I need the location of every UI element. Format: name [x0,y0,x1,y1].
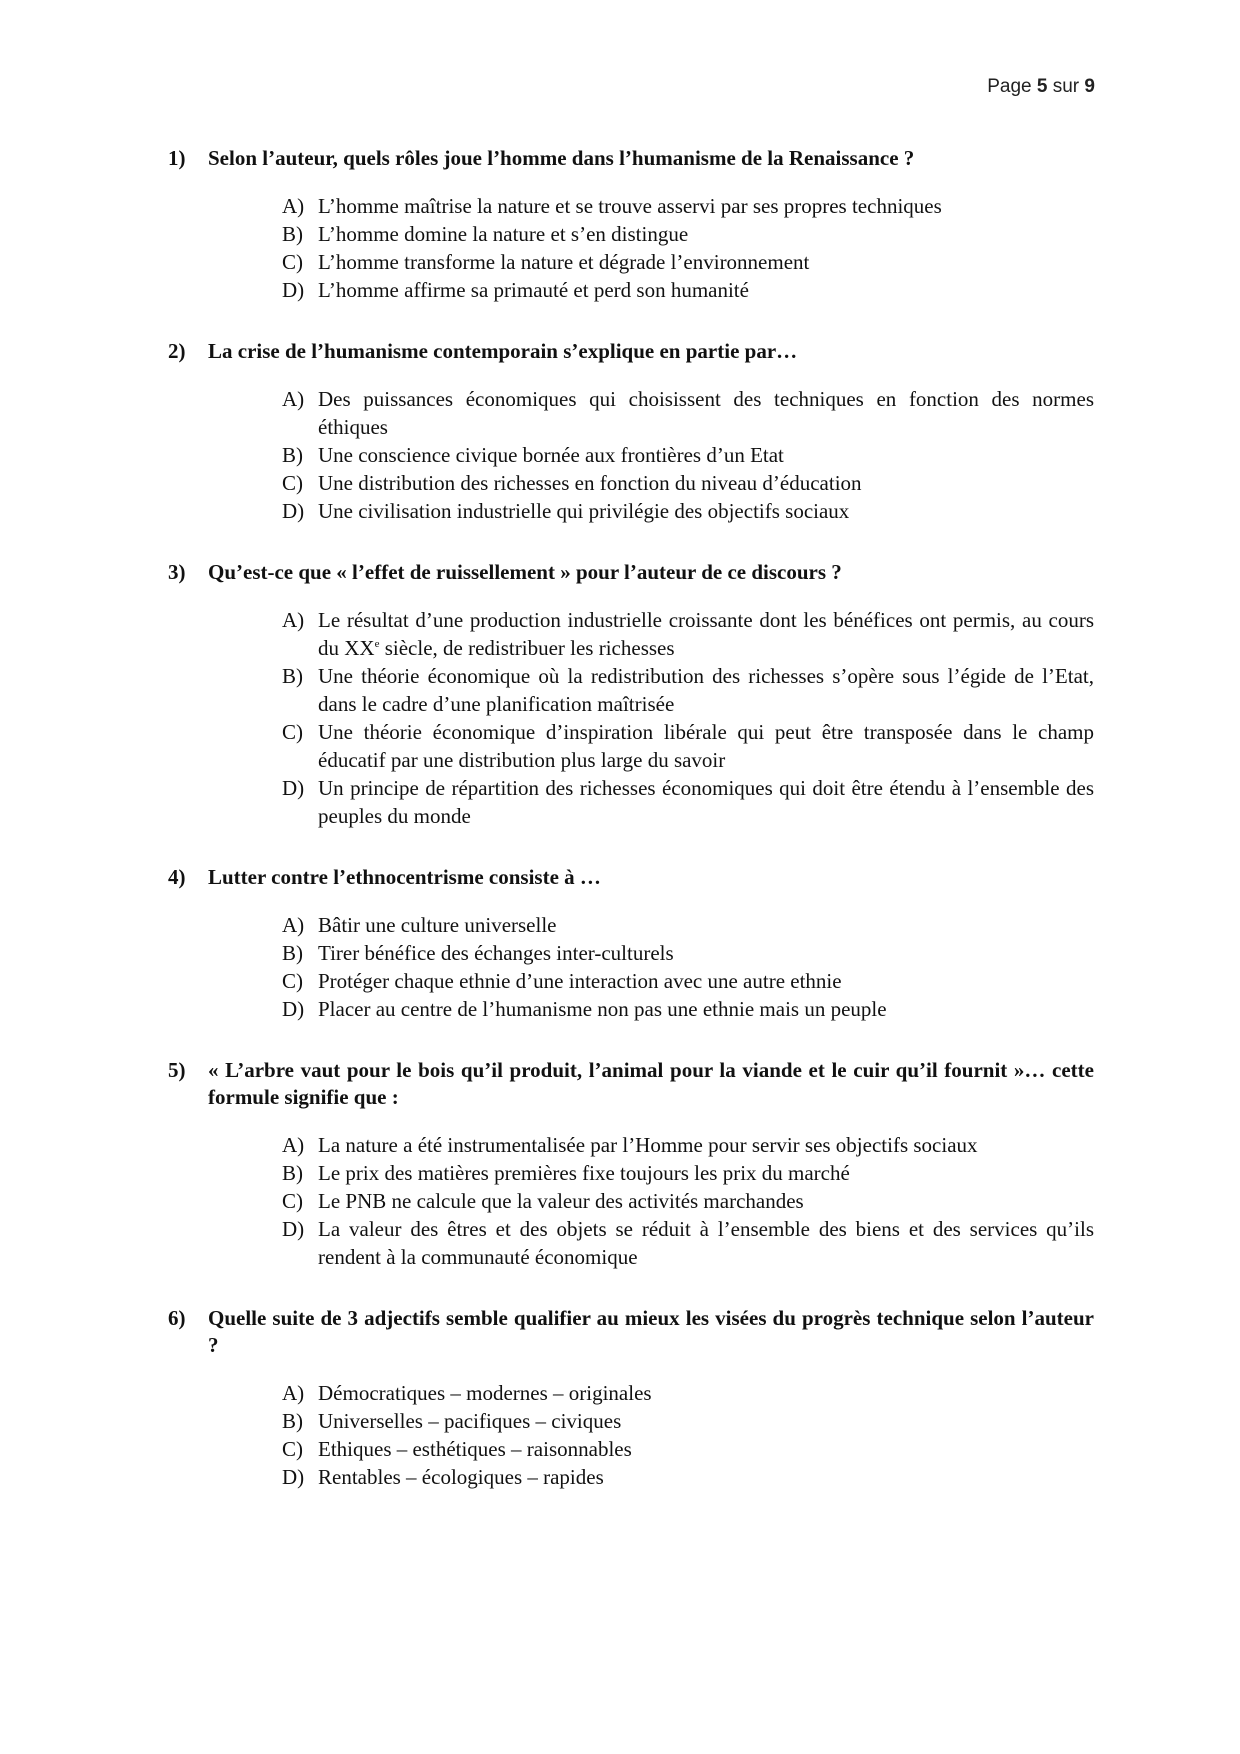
question-5 [168,1057,1094,1111]
option-text: Une distribution des richesses en fonction du niveau d’éducation [318,471,862,495]
question-1-options [168,192,1094,304]
option-letter: B) [282,1161,303,1185]
option-text [318,606,1094,662]
option-b [282,1407,1094,1435]
option-letter: A) [282,387,305,411]
option-text: La nature a été instrumentalisée par l’Homme pour servir ses objectifs sociaux [318,1133,978,1157]
option-c [282,967,1094,995]
option-text: L’homme domine la nature et s’en distingue [318,222,689,246]
option-letter: B) [282,1409,303,1433]
option-b [282,220,1094,248]
option-d [282,995,1094,1023]
option-c [282,248,1094,276]
option-text: Placer au centre de l’humanisme non pas une ethnie mais un peuple [318,997,887,1021]
question-3-options [168,606,1094,830]
option-letter: A) [282,1381,305,1405]
page-number [987,76,1095,98]
option-letter: B) [282,664,303,688]
option-text: Le prix des matières premières fixe toujours les prix du marché [318,1161,850,1185]
option-a [282,192,1094,220]
option-b [282,1159,1094,1187]
option-text: Rentables – écologiques – rapides [318,1465,604,1489]
question-text: Lutter contre l’ethnocentrisme consiste à … [208,865,601,889]
option-b [282,441,1094,469]
option-text: Démocratiques – modernes – originales [318,1381,652,1405]
question-text: « L’arbre vaut pour le bois qu’il produit, l’animal pour la viande et le cuir qu’il fournit »… cette formule signifie que : [208,1058,1094,1109]
question-text: Quelle suite de 3 adjectifs semble qualifier au mieux les visées du progrès technique selon l’auteur ? [208,1306,1094,1357]
option-a [282,385,1094,441]
option-text: Une théorie économique d’inspiration libérale qui peut être transposée dans le champ éducatif par une distribution plus large du savoir [318,720,1094,772]
option-c [282,1435,1094,1463]
option-letter: A) [282,194,305,218]
question-2-options [168,385,1094,525]
question-3 [168,559,1094,586]
option-letter: A) [282,608,305,632]
question-number: 2) [168,339,186,363]
option-d [282,774,1094,830]
option-letter: D) [282,278,305,302]
questionnaire [168,145,1094,1525]
option-c [282,718,1094,774]
option-text: Universelles – pacifiques – civiques [318,1409,622,1433]
option-letter: B) [282,222,303,246]
option-letter: C) [282,471,303,495]
option-letter: B) [282,443,303,467]
question-number: 1) [168,146,186,170]
option-letter: B) [282,941,303,965]
question-text: Selon l’auteur, quels rôles joue l’homme dans l’humanisme de la Renaissance ? [208,146,915,170]
option-text: Bâtir une culture universelle [318,913,557,937]
option-d [282,1215,1094,1271]
superscript: e [374,638,380,650]
option-letter: C) [282,969,303,993]
option-letter: D) [282,1217,305,1241]
option-a [282,1131,1094,1159]
option-letter: A) [282,1133,305,1157]
page-prefix: Page [987,76,1032,97]
option-a [282,911,1094,939]
option-text: La valeur des êtres et des objets se réduit à l’ensemble des biens et des services qu’ils rendent à la communauté économique [318,1217,1094,1269]
question-6 [168,1305,1094,1359]
question-4-options [168,911,1094,1023]
option-letter: A) [282,913,305,937]
option-text: Une conscience civique bornée aux frontières d’un Etat [318,443,784,467]
option-a [282,606,1094,662]
question-4 [168,864,1094,891]
question-text: Qu’est-ce que « l’effet de ruissellement » pour l’auteur de ce discours ? [208,560,842,584]
option-text: Une théorie économique où la redistribution des richesses s’opère sous l’égide de l’Etat, dans le cadre d’une planification maîtrisée [318,664,1094,716]
option-text: Des puissances économiques qui choisissent des techniques en fonction des normes éthiques [318,387,1094,439]
question-number: 6) [168,1306,186,1330]
option-d [282,276,1094,304]
option-letter: C) [282,250,303,274]
option-text: Tirer bénéfice des échanges inter-culturels [318,941,674,965]
option-text: Un principe de répartition des richesses économiques qui doit être étendu à l’ensemble des peuples du monde [318,776,1094,828]
question-2 [168,338,1094,365]
option-text: L’homme transforme la nature et dégrade l’environnement [318,250,810,274]
option-d [282,1463,1094,1491]
question-1 [168,145,1094,172]
page-separator: sur [1052,76,1080,97]
question-number: 3) [168,560,186,584]
option-text: Le PNB ne calcule que la valeur des activités marchandes [318,1189,804,1213]
option-letter: C) [282,720,303,744]
option-b [282,662,1094,718]
option-letter: C) [282,1189,303,1213]
page-current: 5 [1036,76,1048,97]
option-letter: D) [282,997,305,1021]
option-c [282,469,1094,497]
option-text-part: siècle, de redistribuer les richesses [379,636,675,660]
option-text: L’homme affirme sa primauté et perd son humanité [318,278,749,302]
option-letter: D) [282,1465,305,1489]
option-text: Une civilisation industrielle qui privilégie des objectifs sociaux [318,499,850,523]
question-number: 5) [168,1058,186,1082]
option-letter: C) [282,1437,303,1461]
option-letter: D) [282,776,305,800]
page-total: 9 [1084,76,1095,97]
option-letter: D) [282,499,305,523]
option-d [282,497,1094,525]
option-text-part: Le résultat d’une production industrielle croissante dont les bénéfices ont permis, au cours du XX [318,608,1094,660]
option-b [282,939,1094,967]
question-text: La crise de l’humanisme contemporain s’explique en partie par… [208,339,798,363]
question-5-options [168,1131,1094,1271]
option-text: L’homme maîtrise la nature et se trouve asservi par ses propres techniques [318,194,942,218]
option-a [282,1379,1094,1407]
question-6-options [168,1379,1094,1491]
option-text: Protéger chaque ethnie d’une interaction avec une autre ethnie [318,969,842,993]
option-text: Ethiques – esthétiques – raisonnables [318,1437,632,1461]
question-number: 4) [168,865,186,889]
option-c [282,1187,1094,1215]
